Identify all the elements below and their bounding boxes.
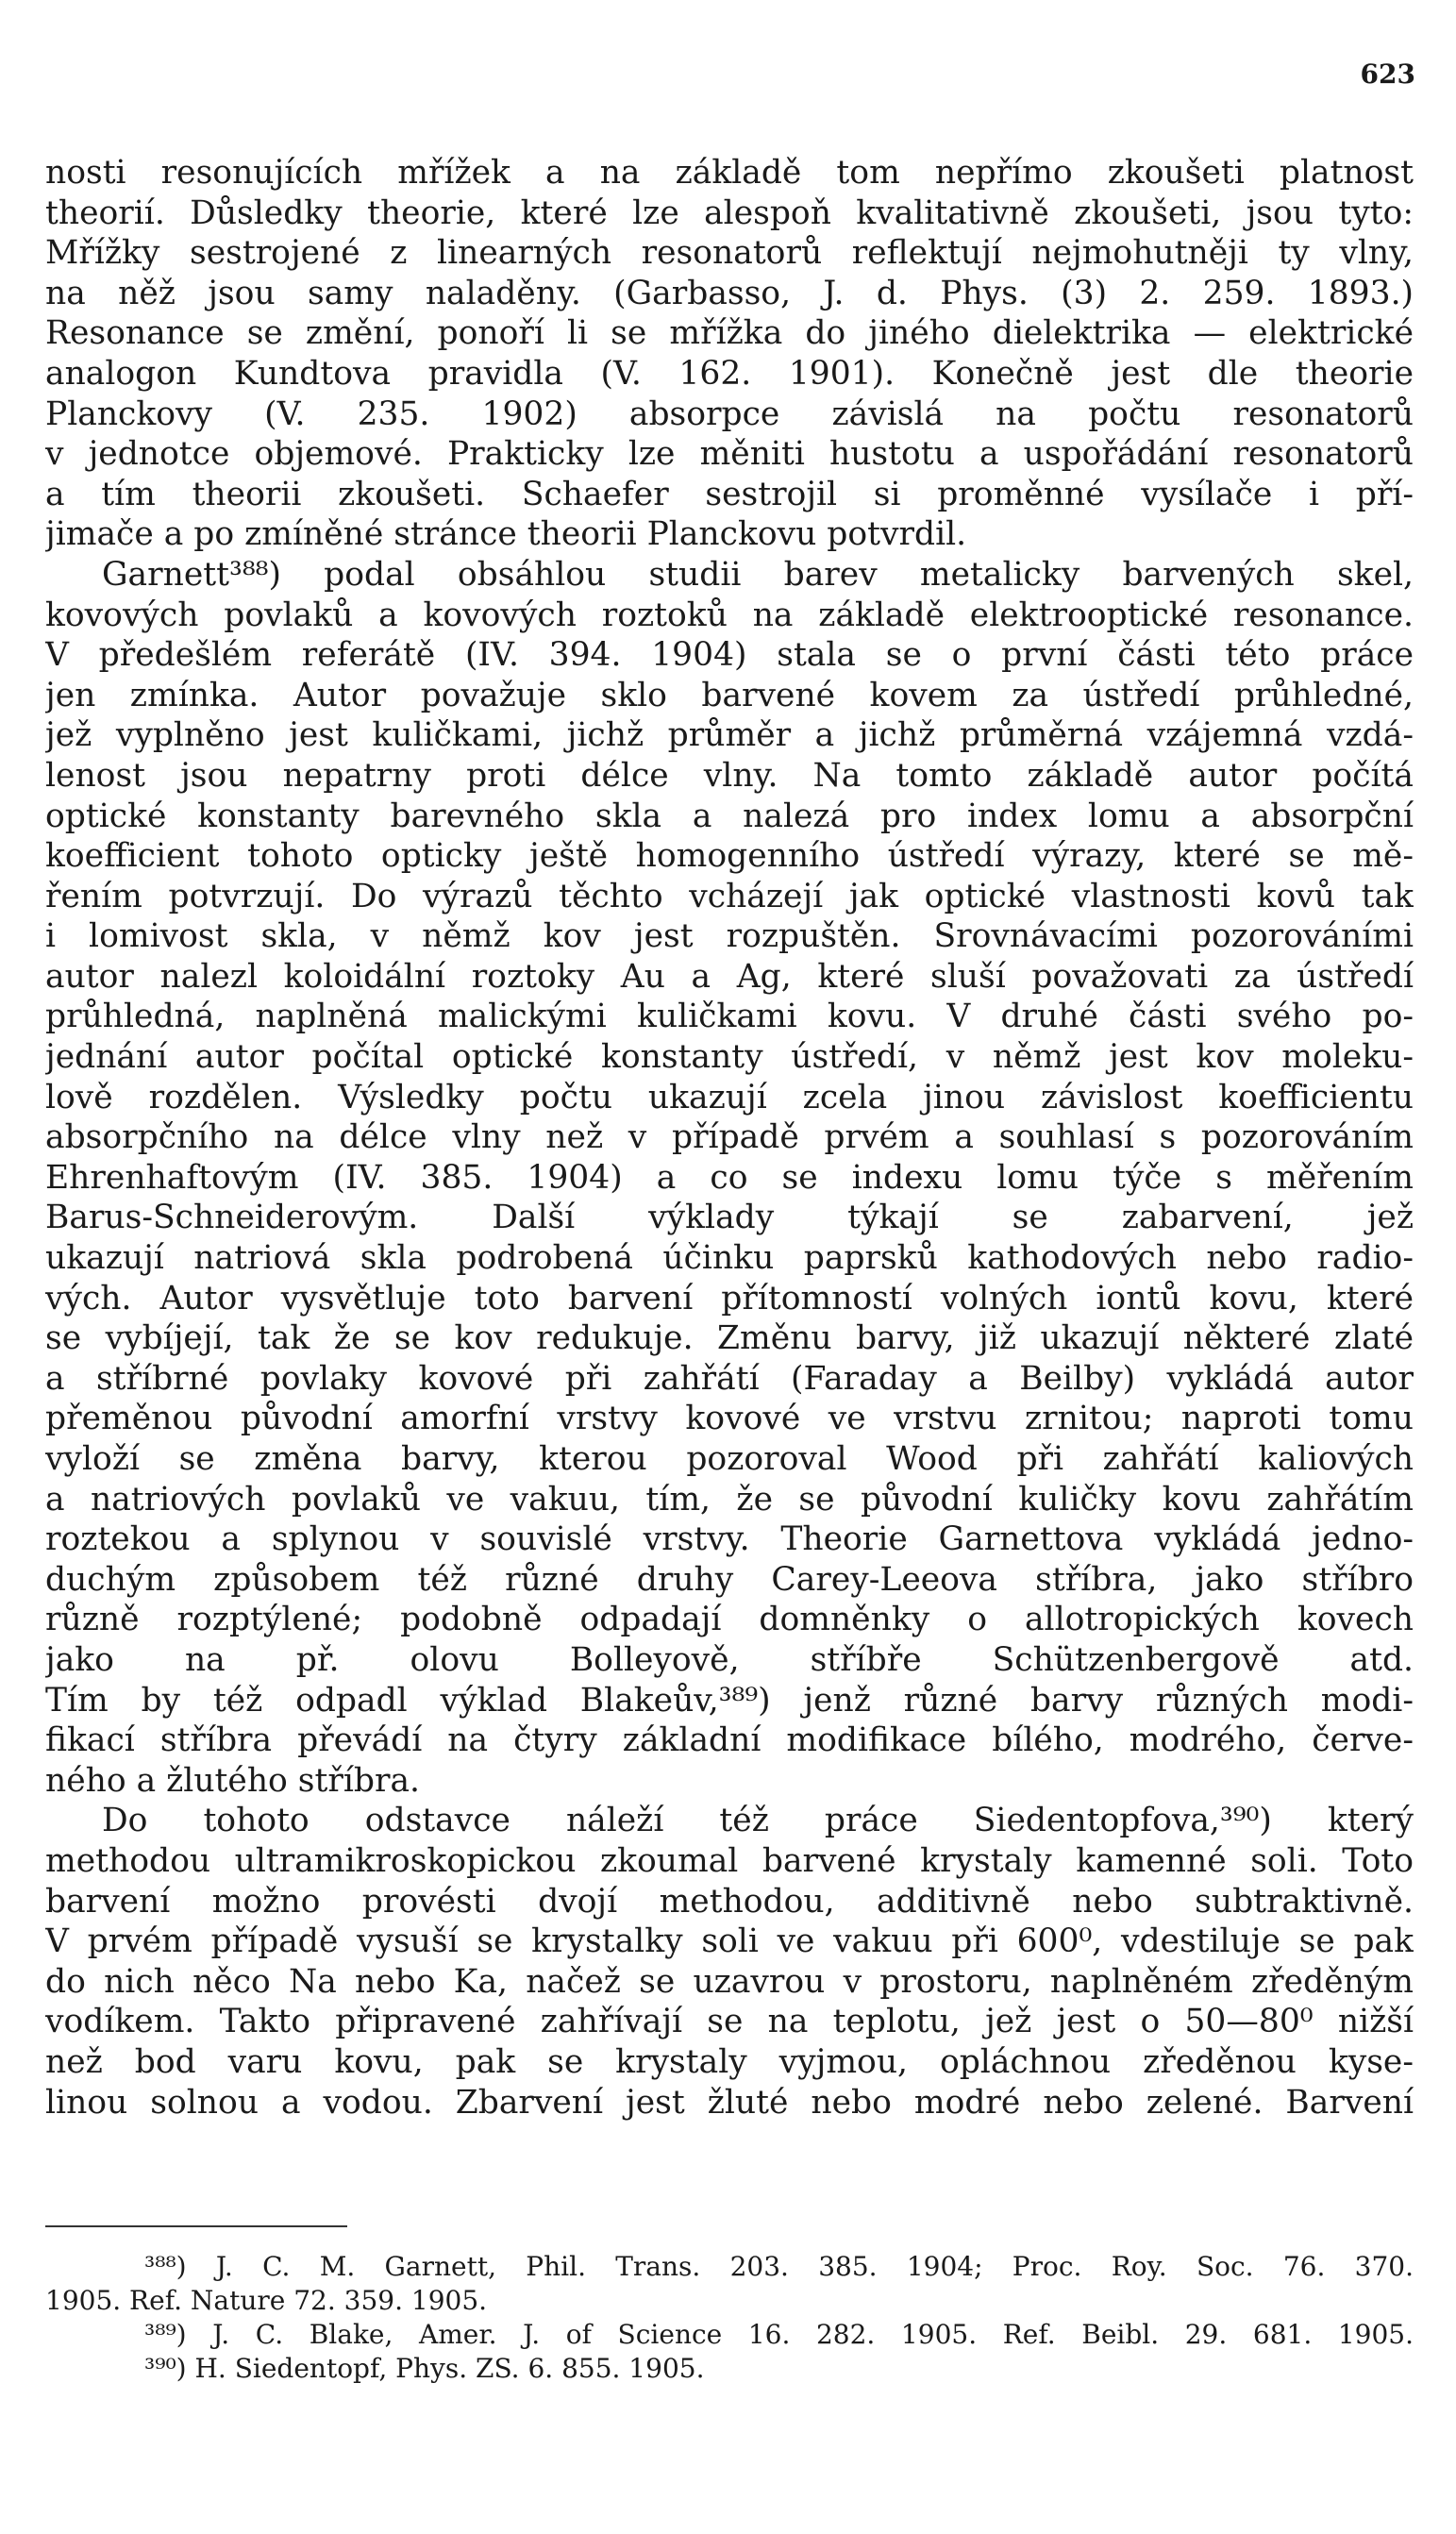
text-line: přeměnou původní amorfní vrstvy kovové ve vrstvu zrnitou; naproti tomu <box>45 1400 1414 1438</box>
text-line: optické konstanty barevného skla a nalezá pro index lomu a absorpční <box>45 797 1414 835</box>
text-line: Mřížky sestrojené z linearných resonatorů reflektují nejmohutněji ty vlny, <box>45 234 1414 273</box>
text-line: jednání autor počítal optické konstanty ústředí, v němž jest kov moleku- <box>45 1038 1414 1077</box>
text-line: jen zmínka. Autor považuje sklo barvené kovem za ústředí průhledné, <box>45 676 1414 714</box>
footnote-line: ³⁸⁹) J. C. Blake, Amer. J. of Science 16. 282. 1905. Ref. Beibl. 29. 681. 1905. <box>144 2319 1414 2350</box>
text-line: se vybíjejí, tak že se kov redukuje. Změnu barvy, již ukazují některé zlaté <box>45 1319 1414 1358</box>
text-line: Do tohoto odstavce náleží též práce Siedentopfova,³⁹⁰) který <box>102 1802 1414 1840</box>
text-line: do nich něco Na nebo Ka, načež se uzavrou v prostoru, naplněném zředěným <box>45 1962 1414 2001</box>
text-line: analogon Kundtova pravidla (V. 162. 1901). Konečně jest dle theorie <box>45 354 1414 393</box>
footnote-line: ³⁹⁰) H. Siedentopf, Phys. ZS. 6. 855. 1905. <box>144 2353 705 2384</box>
text-line: ukazují natriová skla podrobená účinku paprsků kathodových nebo radio- <box>45 1239 1414 1278</box>
text-line: Tím by též odpadl výklad Blakeův,³⁸⁹) jenž různé barvy různých modi- <box>45 1681 1414 1720</box>
text-line: v jednotce objemové. Prakticky lze měniti hustotu a uspořádání resonatorů <box>45 435 1414 474</box>
text-line: Planckovy (V. 235. 1902) absorpce závislá na počtu resonatorů <box>45 394 1414 433</box>
text-line: a tím theorii zkoušeti. Schaefer sestrojil si proměnné vysílače i pří- <box>45 475 1414 513</box>
text-line: lenost jsou nepatrny proti délce vlny. Na tomto základě autor počítá <box>45 756 1414 795</box>
text-line: Ehrenhaftovým (IV. 385. 1904) a co se indexu lomu týče s měřením <box>45 1158 1414 1197</box>
text-line: a stříbrné povlaky kovové při zahřátí (Faraday a Beilby) vykládá autor <box>45 1359 1414 1398</box>
text-line: Barus-Schneiderovým. Další výklady týkají se zabarvení, jež <box>45 1199 1414 1237</box>
text-line: koefficient tohoto opticky ještě homogenního ústředí výrazy, které se mě- <box>45 837 1414 876</box>
page-number: 623 <box>1360 59 1415 90</box>
text-line: linou solnou a vodou. Zbarvení jest žluté nebo modré nebo zelené. Barvení <box>45 2083 1414 2122</box>
body-text <box>45 153 1414 2123</box>
text-line: ného a žlutého stříbra. <box>45 1761 421 1800</box>
text-line: autor nalezl koloidální roztoky Au a Ag, které sluší považovati za ústředí <box>45 957 1414 996</box>
text-line: barvení možno provésti dvojí methodou, additivně nebo subtraktivně. <box>45 1882 1414 1921</box>
footnotes <box>45 2250 1414 2386</box>
text-line: vých. Autor vysvětluje toto barvení přítomností volných iontů kovu, které <box>45 1279 1414 1317</box>
text-line: různě rozptýlené; podobně odpadají domněnky o allotropických kovech <box>45 1601 1414 1639</box>
text-line: řením potvrzují. Do výrazů těchto vcházejí jak optické vlastnosti kovů tak <box>45 877 1414 915</box>
footnote-divider <box>45 2225 347 2227</box>
text-line: Resonance se změní, ponoří li se mřížka do jiného dielektrika — elektrické <box>45 314 1414 353</box>
text-line: i lomivost skla, v němž kov jest rozpuštěn. Srovnávacími pozorováními <box>45 917 1414 956</box>
text-line: theorií. Důsledky theorie, které lze alespoň kvalitativně zkoušeti, jsou tyto: <box>45 193 1414 232</box>
text-line: roztekou a splynou v souvislé vrstvy. Theorie Garnettova vykládá jedno- <box>45 1520 1414 1559</box>
text-line: a natriových povlaků ve vakuu, tím, že se původní kuličky kovu zahřátím <box>45 1480 1414 1519</box>
text-line: methodou ultramikroskopickou zkoumal barvené krystaly kamenné soli. Toto <box>45 1841 1414 1880</box>
text-line: nosti resonujících mřížek a na základě tom nepřímo zkoušeti platnost <box>45 154 1414 192</box>
text-line: než bod varu kovu, pak se krystaly vyjmou, opláchnou zředěnou kyse- <box>45 2042 1414 2081</box>
text-line: průhledná, naplněná malickými kuličkami kovu. V druhé části svého po- <box>45 998 1414 1036</box>
text-line: Garnett³⁸⁸) podal obsáhlou studii barev metalicky barvených skel, <box>102 555 1414 594</box>
text-line: jež vyplněno jest kuličkami, jichž průměr a jichž průměrná vzájemná vzdá- <box>45 716 1414 755</box>
text-line: vyloží se změna barvy, kterou pozoroval Wood při zahřátí kaliových <box>45 1440 1414 1478</box>
text-line: vodíkem. Takto připravené zahřívají se na teplotu, jež jest o 50—80⁰ nižší <box>45 2003 1414 2041</box>
text-line: lově rozdělen. Výsledky počtu ukazují zcela jinou závislost koefficientu <box>45 1078 1414 1116</box>
text-line: V předešlém referátě (IV. 394. 1904) stala se o první části této práce <box>45 636 1414 675</box>
text-line: absorpčního na délce vlny než v případě prvém a souhlasí s pozorováním <box>45 1118 1414 1157</box>
text-line: jako na př. olovu Bolleyově, stříbře Schützenbergově atd. <box>45 1640 1414 1679</box>
footnote-line: ³⁸⁸) J. C. M. Garnett, Phil. Trans. 203. 385. 1904; Proc. Roy. Soc. 76. 370. <box>144 2251 1414 2282</box>
text-line: duchým způsobem též různé druhy Carey-Leeova stříbra, jako stříbro <box>45 1560 1414 1599</box>
text-line: na něž jsou samy naladěny. (Garbasso, J. d. Phys. (3) 2. 259. 1893.) <box>45 274 1414 312</box>
footnote-line: 1905. Ref. Nature 72. 359. 1905. <box>45 2285 488 2316</box>
text-line: kovových povlaků a kovových roztoků na základě elektrooptické resonance. <box>45 596 1414 634</box>
text-line: fikací stříbra převádí na čtyry základní modifikace bílého, modrého, červe- <box>45 1721 1414 1760</box>
text-line: jimače a po zmíněné stránce theorii Planckovu potvrdil. <box>45 515 967 554</box>
text-line: V prvém případě vysuší se krystalky soli ve vakuu při 600⁰, vdestiluje se pak <box>45 1922 1414 1961</box>
